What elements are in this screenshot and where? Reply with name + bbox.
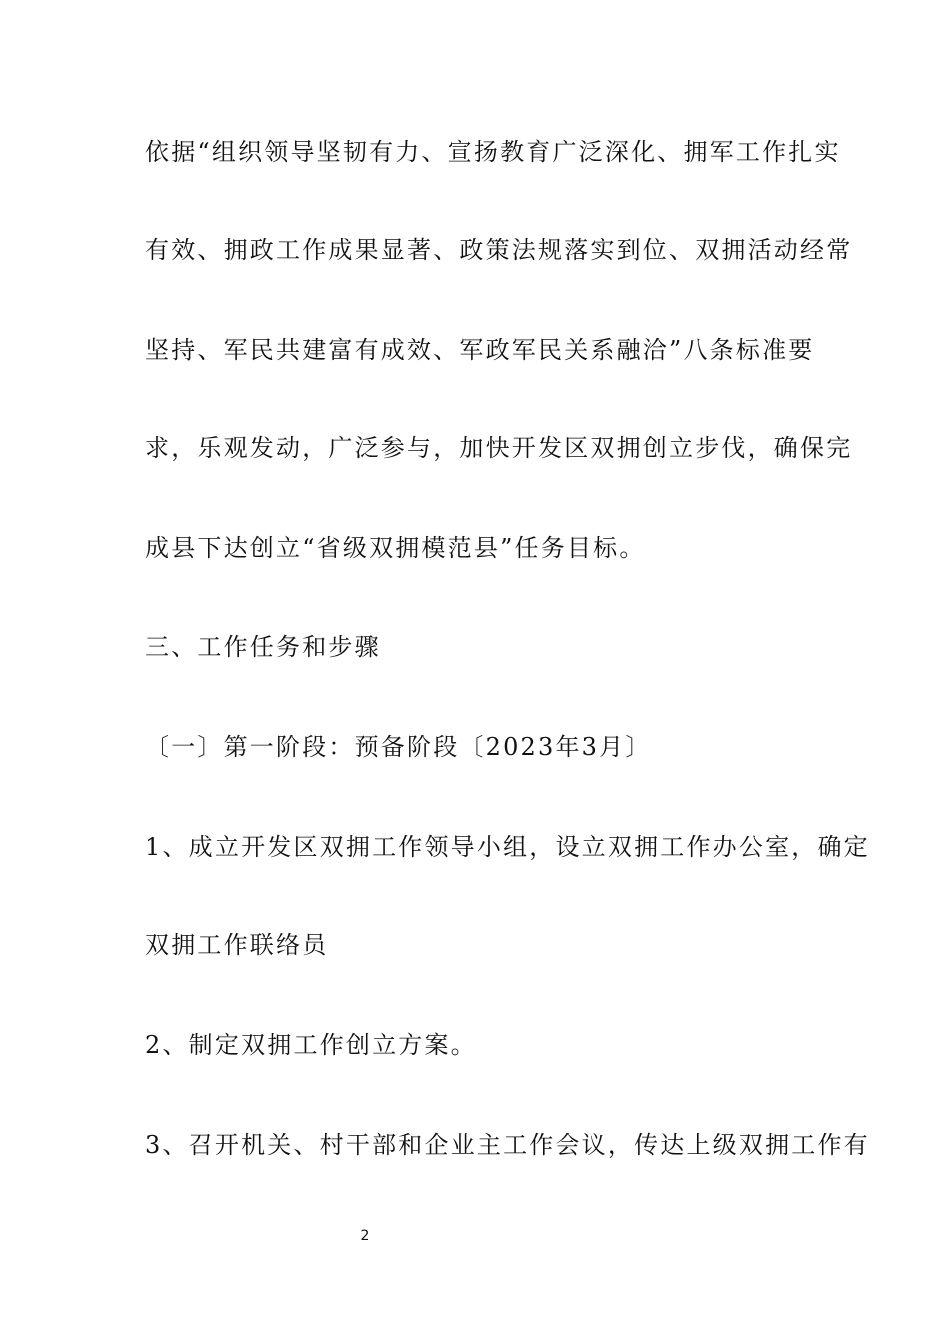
- list-item: 2、制定双拥工作创立方案。: [145, 1031, 477, 1059]
- body-text-line: 求，乐观发动，广泛参与，加快开发区双拥创立步伐，确保完: [145, 434, 853, 462]
- list-item: 3、召开机关、村干部和企业主工作会议，传达上级双拥工作有: [145, 1131, 870, 1159]
- list-item-continuation: 双拥工作联络员: [145, 931, 329, 959]
- list-item: 1、成立开发区双拥工作领导小组，设立双拥工作办公室，确定: [145, 833, 870, 861]
- body-text-line: 成县下达创立“省级双拥模范县”任务目标。: [145, 534, 646, 562]
- section-heading: 三、工作任务和步骤: [145, 633, 381, 661]
- body-text-line: 有效、拥政工作成果显著、政策法规落实到位、双拥活动经常: [145, 236, 853, 264]
- body-text-line: 坚持、军民共建富有成效、军政军民关系融洽”八条标准要: [145, 336, 815, 364]
- subsection-heading: 〔一〕第一阶段：预备阶段〔2023年3月〕: [145, 733, 652, 761]
- body-text-line: 依据“组织领导坚韧有力、宣扬教育广泛深化、拥军工作扎实: [145, 138, 841, 166]
- page-number: 2: [360, 1228, 370, 1244]
